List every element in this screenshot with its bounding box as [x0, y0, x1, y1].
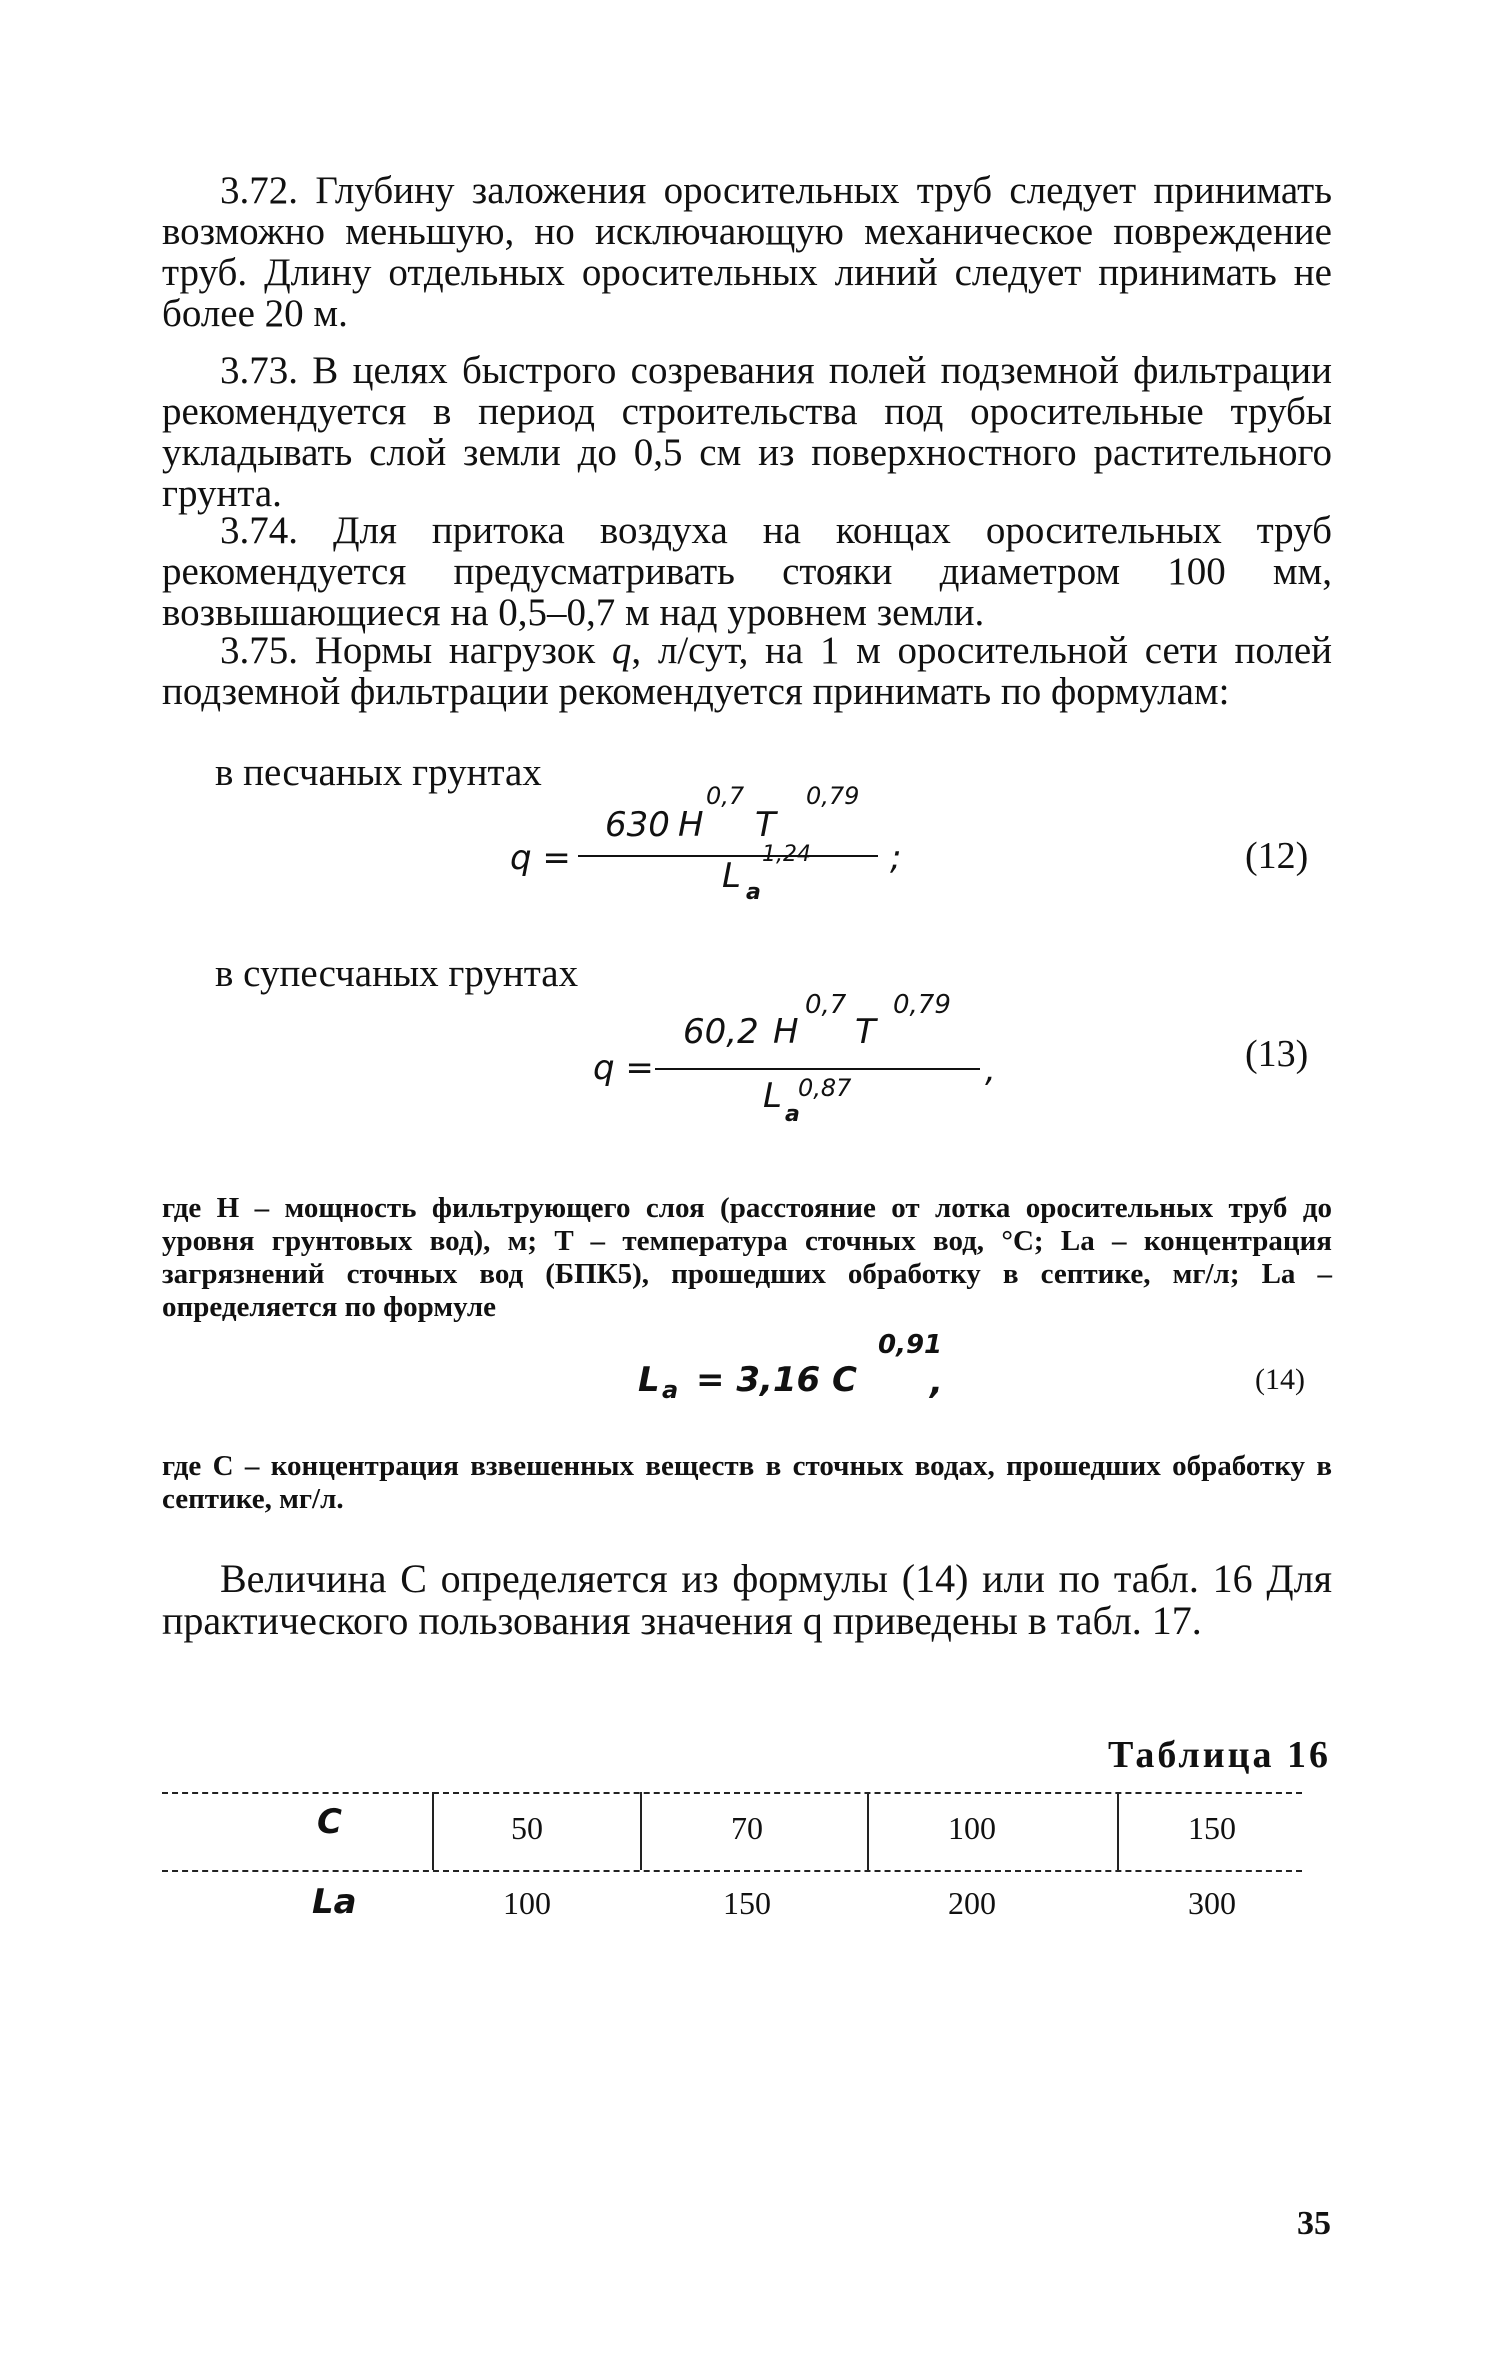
table-col-divider-1: [432, 1792, 434, 1870]
formula-13: [593, 990, 1053, 1130]
formula-13-h-exponent: 0,7: [805, 990, 847, 1020]
formula-14: [638, 1330, 958, 1410]
page-number: 35: [1297, 2205, 1331, 2242]
formula-12-denominator-l: L: [722, 856, 741, 896]
formula-13-numerator-t: T: [855, 1012, 876, 1052]
formula-13-numerator-coef: 60,2: [683, 1012, 759, 1052]
formula-12: [510, 782, 930, 910]
paragraph-3-72: [162, 170, 1332, 334]
closing-paragraph: [162, 1558, 1332, 1642]
formula-13-numerator-h: H: [773, 1012, 799, 1052]
table-cell: 200: [948, 1885, 996, 1921]
formula-14-rhs: = 3,16 C: [696, 1360, 858, 1400]
equation-number-14: (14): [1255, 1363, 1305, 1396]
formula-13-lhs: q =: [593, 1048, 654, 1088]
paragraph-3-73-text: 3.73. В целях быстрого созревания полей подземной фильтрации рекомендуется в период строительства под оросительные трубы укладывать слой земли до 0,5 см из поверхностного растительного грунта.: [162, 349, 1332, 515]
table-row-head-c: C: [317, 1802, 342, 1842]
formula-13-denominator-exp: 0,87: [798, 1074, 852, 1102]
table-col-divider-3: [867, 1792, 869, 1870]
formula-12-lhs: q =: [510, 838, 571, 878]
table-col-divider-2: [640, 1792, 642, 1870]
table-16-title: Таблица 16: [1107, 1734, 1331, 1776]
closing-paragraph-text: Величина C определяется из формулы (14) или по табл. 16 Для практического пользования значения q приведены в табл. 17.: [162, 1556, 1332, 1643]
paragraph-3-75-start: 3.75. Нормы нагрузок: [220, 629, 596, 672]
paragraph-3-73: [162, 350, 1332, 514]
formula-13-denominator-sub: a: [785, 1102, 800, 1127]
table-cell: 50: [511, 1810, 543, 1846]
table-cell: 100: [948, 1810, 996, 1846]
formula-12-numerator-coef: 630: [605, 805, 670, 845]
load-variable-q: q: [611, 629, 632, 672]
paragraph-3-74-text: 3.74. Для притока воздуха на концах оросительных труб рекомендуется предусматривать стояки диаметром 100 мм, возвышающиеся на 0,5–0,7 м над уровнем земли.: [162, 509, 1332, 634]
label-sandy-soil: в песчаных грунтах: [215, 751, 542, 794]
table-row-head-la: La: [312, 1882, 357, 1922]
formula-13-t-exponent: 0,79: [893, 990, 951, 1020]
formula-12-numerator-h: H: [678, 805, 704, 845]
formula-12-tail: ;: [890, 838, 902, 878]
table-col-divider-4: [1117, 1792, 1119, 1870]
table-cell: 150: [723, 1885, 771, 1921]
formula-14-exponent: 0,91: [878, 1330, 943, 1360]
table-cell: 300: [1188, 1885, 1236, 1921]
formula-13-tail: ,: [985, 1050, 996, 1090]
formula-14-tail: ,: [930, 1362, 943, 1402]
table-cell: 70: [731, 1810, 763, 1846]
formula-12-denominator-exp: 1,24: [762, 842, 811, 867]
formula-13-fraction-bar: [655, 1068, 980, 1070]
paragraph-3-72-text: 3.72. Глубину заложения оросительных труб следует принимать возможно меньшую, но исключающую механическое повреждение труб. Длину отдельных оросительных линий следует принимать не более 20 м.: [162, 169, 1332, 335]
table-cell: 100: [503, 1885, 551, 1921]
paragraph-3-75: [162, 630, 1332, 712]
formula-13-denominator-l: L: [763, 1076, 782, 1116]
table-16: [162, 1780, 1302, 1930]
table-middle-rule: [162, 1870, 1302, 1872]
paragraph-3-74: [162, 510, 1332, 633]
label-sandy-loam-soil: в супесчаных грунтах: [215, 952, 579, 995]
formula-12-t-exponent: 0,79: [806, 782, 860, 810]
formula-12-h-exponent: 0,7: [706, 782, 745, 810]
formula-12-numerator-t: T: [755, 805, 776, 845]
where-note-1: где H – мощность фильтрующего слоя (расстояние от лотка оросительных труб до уровня грунтовых вод), м; T – температура сточных вод, °C; La – концентрация загрязнений сточных вод (БПК5), прошедших обработку в септике, мг/л; La – определяется по формуле: [162, 1192, 1332, 1323]
where-note-2: где C – концентрация взвешенных веществ в сточных водах, прошедших обработку в септике, мг/л.: [162, 1450, 1332, 1515]
table-top-rule: [162, 1792, 1302, 1794]
table-cell: 150: [1188, 1810, 1236, 1846]
formula-14-lhs-l: L: [638, 1360, 660, 1400]
formula-14-lhs-sub: a: [662, 1376, 679, 1404]
formula-12-denominator-sub: a: [746, 880, 761, 905]
paragraph-3-75-end: , л/сут, на 1 м оросительной сети полей подземной фильтрации рекомендуется принимать по формулам:: [162, 629, 1332, 713]
equation-number-13: (13): [1245, 1033, 1309, 1075]
equation-number-12: (12): [1245, 835, 1309, 877]
